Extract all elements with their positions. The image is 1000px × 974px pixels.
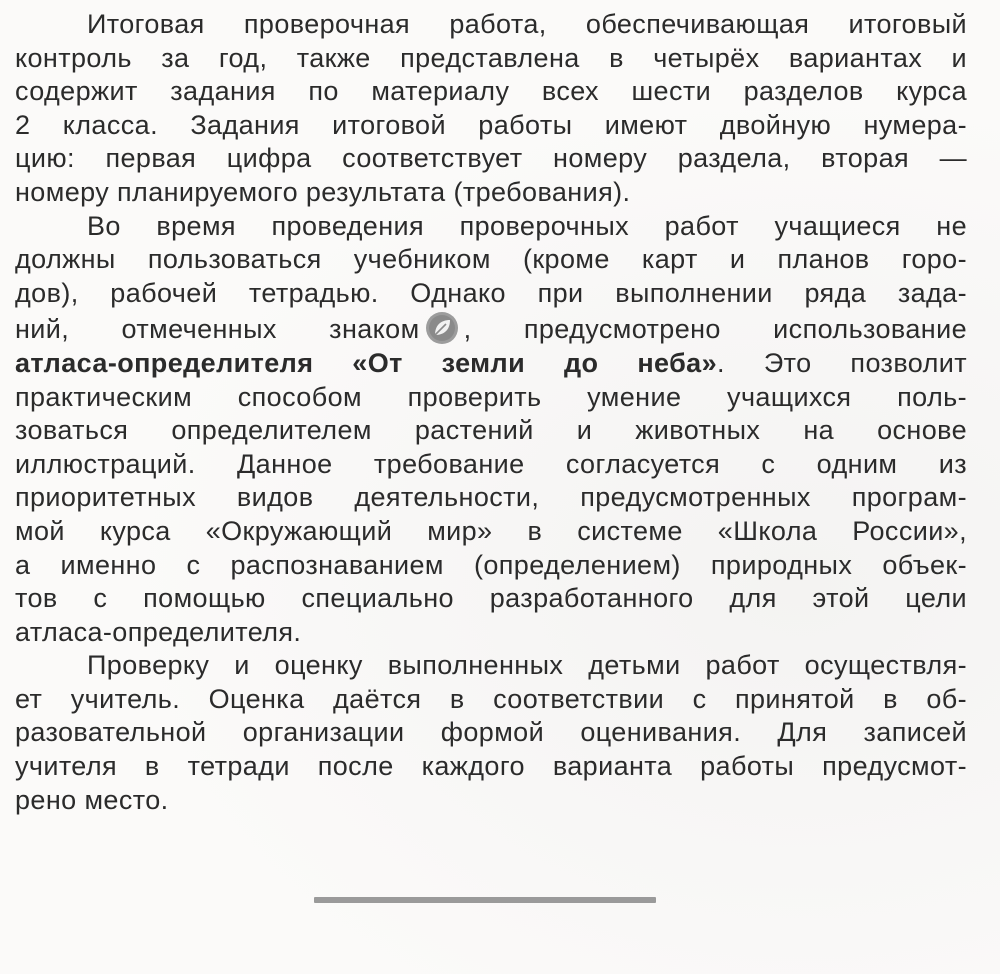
section-divider (314, 897, 656, 903)
text-line: дов), рабочей тетрадью. Однако при выполнении ряда зада- (15, 277, 967, 308)
text-line: цию: первая цифра соответствует номеру раздела, вторая — (15, 143, 967, 174)
text-line: атласа-определителя. (15, 616, 302, 647)
text-segment: ний, отмеченных знаком (15, 314, 420, 345)
text-line: зоваться определителем растений и животных на основе (15, 415, 967, 446)
text-line: практическим способом проверить умение учащихся поль- (15, 381, 967, 412)
body-text (15, 8, 967, 817)
text-line: тов с помощью специально разработанного для этой цели (15, 583, 967, 614)
text-line: разовательной организации формой оценивания. Для записей (15, 717, 967, 748)
text-line: а именно с распознаванием (определением) природных объек- (15, 549, 967, 580)
text-line: Проверку и оценку выполненных детьми работ осуществля- (87, 650, 967, 681)
text-line: мой курса «Окружающий мир» в системе «Школа России», (15, 515, 967, 546)
text-line: 2 класса. Задания итоговой работы имеют двойную нумера- (15, 109, 967, 140)
text-line-with-bold (15, 347, 967, 381)
leaf-in-circle-icon (424, 310, 460, 346)
text-line-with-icon (15, 310, 967, 347)
text-line: содержит задания по материалу всех шести разделов курса (15, 76, 967, 107)
text-line: номеру планируемого результата (требования). (15, 176, 631, 207)
text-line: иллюстраций. Данное требование согласуется с одним из (15, 448, 967, 479)
text-segment: . Это позволит (717, 347, 967, 378)
text-segment: , предусмотрено использование (463, 314, 967, 345)
text-line: учителя в тетради после каждого варианта работы предусмот- (15, 751, 967, 782)
atlas-title-bold: атласа-определителя «От земли до неба» (15, 347, 718, 378)
text-line: должны пользоваться учебником (кроме карт и планов горо- (15, 244, 967, 275)
text-line: Итоговая проверочная работа, обеспечивающая итоговый (87, 9, 967, 39)
text-line: Во время проведения проверочных работ учащиеся не (87, 210, 967, 241)
text-line: ет учитель. Оценка даётся в соответствии с принятой в об- (15, 683, 967, 714)
text-line: контроль за год, также представлена в четырёх вариантах и (15, 42, 967, 73)
text-line: приоритетных видов деятельности, предусмотренных програм- (15, 482, 967, 513)
text-line: рено место. (15, 784, 169, 815)
